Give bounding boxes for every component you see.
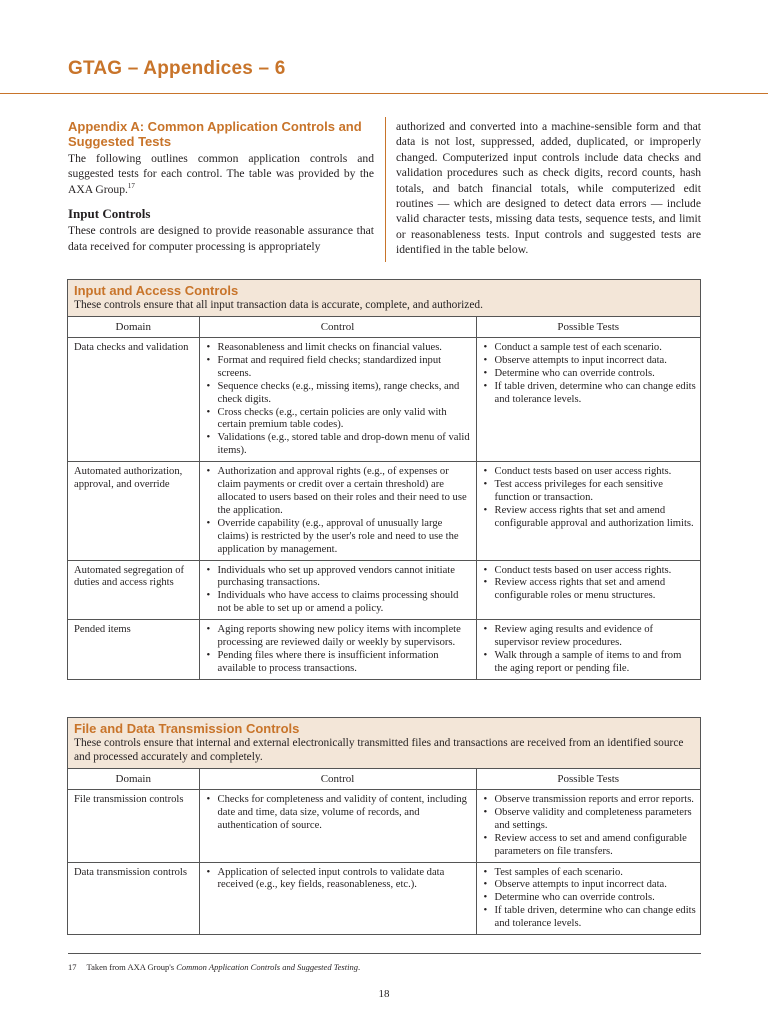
- test-item: • Observe transmission reports and error reports.: [483, 794, 697, 807]
- table-header: [68, 718, 700, 769]
- footnote-text: Taken from AXA Group's: [86, 962, 177, 972]
- control-item: • Checks for completeness and validity of content, including date and time, data size, volume of records, and authentication of source.: [206, 794, 472, 833]
- control-item: • Individuals who set up approved vendors cannot initiate purchasing transactions.: [206, 565, 472, 591]
- table-description: These controls ensure that internal and external electronically transmitted files and transactions are received from an identified source and processed accurately and completely.: [74, 737, 684, 763]
- control-item: • Authorization and approval rights (e.g., of expenses or claim payments or credit over a certain threshold) are allocated to users based on their roles and their need to use the application.: [206, 466, 472, 518]
- domain-cell: File transmission controls: [74, 794, 184, 805]
- control-cell: [199, 560, 476, 620]
- intro-paragraph-text: The following outlines common application controls and suggested tests for each control. The table was provided by the AXA Group.: [68, 152, 374, 196]
- test-item: • Observe attempts to input incorrect data.: [483, 879, 697, 892]
- header-rule: [0, 93, 768, 94]
- column-header-tests: Possible Tests: [476, 317, 700, 338]
- column-header-control: Control: [199, 317, 476, 338]
- footnote-text-end: .: [357, 962, 361, 972]
- column-header-tests: Possible Tests: [476, 769, 700, 790]
- footnote-ref: 17: [127, 181, 135, 190]
- tests-cell: [476, 620, 700, 679]
- control-item: • Validations (e.g., stored table and drop-down menu of valid items).: [206, 432, 472, 458]
- control-item: • Pending files where there is insufficient information available to process transactions.: [206, 650, 472, 676]
- control-item: • Reasonableness and limit checks on financial values.: [206, 342, 472, 355]
- test-item: • Determine who can override controls.: [483, 368, 697, 381]
- tests-cell: [476, 462, 700, 560]
- control-item: • Sequence checks (e.g., missing items), range checks, and check digits.: [206, 381, 472, 407]
- tests-cell: [476, 338, 700, 462]
- table-header: [68, 280, 700, 317]
- table-body: [68, 338, 700, 679]
- footnote: [68, 962, 360, 972]
- test-item: • Conduct a sample test of each scenario.: [483, 342, 697, 355]
- test-item: • If table driven, determine who can change edits and tolerance levels.: [483, 905, 697, 931]
- intro-paragraph: [68, 151, 374, 197]
- table-row: [68, 560, 700, 620]
- control-cell: [199, 620, 476, 679]
- footnote-source-title: Common Application Controls and Suggested Testing: [176, 962, 358, 972]
- input-access-controls-table: [67, 279, 701, 680]
- test-item: • If table driven, determine who can change edits and tolerance levels.: [483, 381, 697, 407]
- table-title: Input and Access Controls: [74, 283, 239, 298]
- page-number: 18: [378, 988, 390, 1000]
- tests-cell: [476, 560, 700, 620]
- table-row: [68, 462, 700, 560]
- control-item: • Override capability (e.g., approval of unusually large claims) is restricted by the user's role and need to use the application by management.: [206, 518, 472, 557]
- domain-cell: Automated segregation of duties and access rights: [68, 560, 199, 620]
- input-controls-paragraph: These controls are designed to provide reasonable assurance that data received for computer processing is appropriately: [68, 224, 374, 253]
- table-row: [68, 862, 700, 934]
- test-item: • Review aging results and evidence of supervisor review procedures.: [483, 624, 697, 650]
- control-cell: [199, 462, 476, 560]
- footnote-number: 17: [68, 962, 77, 972]
- input-controls-paragraph-continued: authorized and converted into a machine-sensible form and that data is not lost, suppressed, added, duplicated, or improperly changed. Computerized input controls include data checks and validation procedures such as check digits, record counts, hash totals, and batch financial totals, while computerized edit routines — which are designed to detect data errors — include valid character tests, missing data tests, sequence tests, and limit or reasonableness tests. Input controls and suggested tests are identified in the table below.: [396, 120, 701, 257]
- test-item: • Observe validity and completeness parameters and settings.: [483, 807, 697, 833]
- domain-cell: Automated authorization, approval, and override: [68, 462, 199, 560]
- intro-right-column: [396, 119, 701, 258]
- table-title: File and Data Transmission Controls: [74, 721, 300, 736]
- table-row: [68, 338, 700, 462]
- column-header-domain: Domain: [68, 769, 199, 790]
- table-body: [68, 790, 700, 935]
- test-item: • Review access to set and amend configurable parameters on file transfers.: [483, 833, 697, 859]
- intro-left-column: [68, 119, 374, 254]
- control-item: • Application of selected input controls to validate data received (e.g., key fields, reasonableness, etc.).: [206, 867, 472, 893]
- column-header-control: Control: [199, 769, 476, 790]
- domain-cell: Data checks and validation: [74, 342, 189, 353]
- control-item: • Cross checks (e.g., certain policies are only valid with certain premium table codes).: [206, 407, 472, 433]
- table-column-headers: [68, 769, 700, 790]
- domain-cell: Pended items: [68, 620, 199, 679]
- test-item: • Observe attempts to input incorrect data.: [483, 355, 697, 368]
- test-item: • Test samples of each scenario.: [483, 867, 697, 880]
- footnote-rule: [68, 953, 701, 954]
- test-item: • Conduct tests based on user access rights.: [483, 565, 697, 578]
- controls-table: [68, 317, 700, 679]
- control-item: • Individuals who have access to claims processing should not be able to set up or amend a policy.: [206, 590, 472, 616]
- controls-table: [68, 769, 700, 934]
- test-item: • Review access rights that set and amend configurable approval and authorization limits.: [483, 505, 697, 531]
- column-header-domain: Domain: [68, 317, 199, 338]
- test-item: • Review access rights that set and amend configurable roles or menu structures.: [483, 577, 697, 603]
- test-item: • Test access privileges for each sensitive function or transaction.: [483, 479, 697, 505]
- page-header-title: GTAG – Appendices – 6: [68, 58, 286, 79]
- table-description: These controls ensure that all input transaction data is accurate, complete, and authorized.: [74, 299, 483, 311]
- test-item: • Determine who can override controls.: [483, 892, 697, 905]
- control-cell: [199, 862, 476, 934]
- control-item: • Format and required field checks; standardized input screens.: [206, 355, 472, 381]
- table-row: [68, 620, 700, 679]
- column-divider: [385, 117, 386, 262]
- control-item: • Aging reports showing new policy items with incomplete processing are reviewed daily or weekly by supervisors.: [206, 624, 472, 650]
- domain-cell: Data transmission controls: [68, 862, 199, 934]
- appendix-title: Appendix A: Common Application Controls and Suggested Tests: [68, 119, 362, 149]
- control-cell: [199, 790, 476, 863]
- input-controls-heading: Input Controls: [68, 206, 151, 222]
- tests-cell: [476, 862, 700, 934]
- test-item: • Walk through a sample of items to and from the aging report or pending file.: [483, 650, 697, 676]
- table-row: [68, 790, 700, 863]
- test-item: • Conduct tests based on user access rights.: [483, 466, 697, 479]
- table-column-headers: [68, 317, 700, 338]
- file-transmission-controls-table: [67, 717, 701, 935]
- control-cell: [199, 338, 476, 462]
- tests-cell: [476, 790, 700, 863]
